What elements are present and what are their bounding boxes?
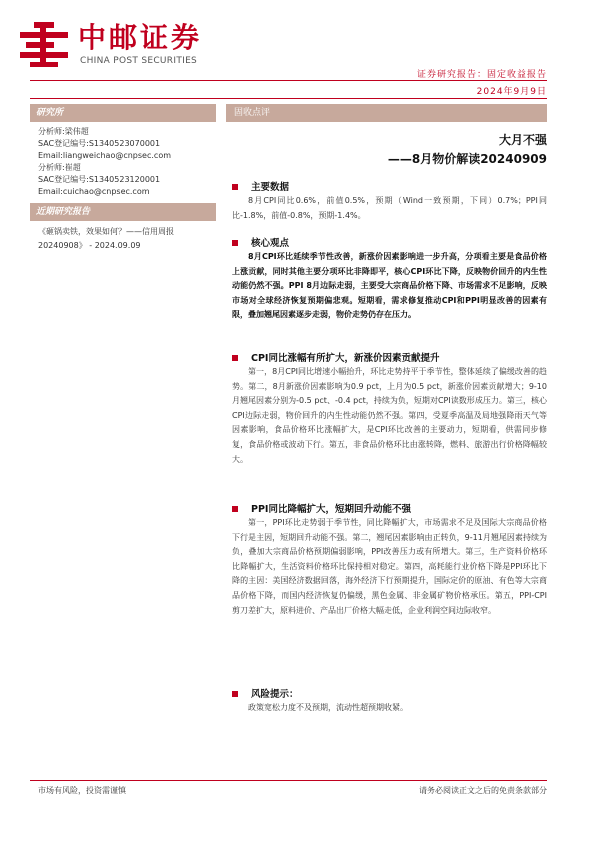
footer-divider (30, 780, 547, 781)
section-bullet-icon (232, 184, 238, 190)
section-heading: 风险提示： (232, 686, 299, 700)
section-heading: CPI同比涨幅有所扩大，新涨价因素贡献提升 (232, 350, 439, 364)
header-divider (30, 80, 547, 81)
section-bullet-icon (232, 355, 238, 361)
section-bullet-icon (232, 506, 238, 512)
analyst-line: 分析师:崔超 (38, 163, 81, 172)
section-heading: 核心观点 (232, 235, 289, 249)
section-heading: 主要数据 (232, 179, 289, 193)
report-title: 大月不强 (498, 133, 547, 147)
brand-name-cn: 中邮证券 (78, 21, 203, 54)
recent-report-link[interactable]: 《砸锅卖铁，效果如何？——信用周报20240908》 - 2024.09.09 (38, 227, 174, 250)
analyst-line: 分析师:梁伟超 (38, 127, 89, 136)
section-paragraph: 8月CPI同比0.6%，前值0.5%，预期（Wind一致预期，下同）0.7%；PPI同比-1.8%，前值-0.8%，预期-1.4%。 (232, 196, 547, 220)
section-bullet-icon (232, 240, 238, 246)
analyst-line: SAC登记编号:S1340523120001 (38, 175, 161, 184)
report-type: 证券研究报告：固定收益报告 (416, 70, 547, 80)
research-institute-label: 研究所 (30, 104, 216, 122)
brand-name-en: CHINA POST SECURITIES (80, 56, 198, 66)
section-paragraph: 第一，8月CPI同比增速小幅抬升，环比走势持平于季节性，整体延续了偏缓改善的趋势。第二，8月新涨价因素影响为0.9 pct，上月为0.5 pct，新涨价因素贡献增大；9-10月翘尾因素分别为-0.5 pct、-0.4 pct，持续为负，短期对CPI读数形成压力。第三，核心CPI边际走弱，物价回升的内生性动能仍然不强。第四，受夏季高温及局地强降雨天气等因素影响，食品价格环比涨幅扩大，是CPI环比改善的主要动力，短期看，供需同步修复，食品价格或波动下行。第五，非食品价格环比由涨转降，燃料、旅游出行价格降幅较大。 (232, 367, 547, 464)
footer-disclaimer-right: 请务必阅读正文之后的免责条款部分 (419, 786, 547, 795)
header-divider-2 (30, 98, 547, 99)
section-paragraph: 第一，PPI环比走势弱于季节性，同比降幅扩大，市场需求不足及国际大宗商品价格下行是主因，短期回升动能不强。第二，翘尾因素影响由正转负，9-11月翘尾因素持续为负，叠加大宗商品价格预期偏弱影响，PPI改善压力或有所增大。第三，生产资料价格环比降幅扩大，生活资料价格环比保持相对稳定。第四，高耗能行业价格下降是PPI环比下降的主因：美国经济数据回落，海外经济下行预期提升，国际定价的原油、有色等大宗商品价格下降，而国内经济恢复仍偏缓，黑色金属、非金属矿物价格承压。第五，PPI-CPI剪刀差扩大，原料进价、产品出厂价格大幅走低，企业利润空间边际收窄。 (232, 518, 547, 615)
footer-disclaimer-left: 市场有风险，投资需谨慎 (38, 786, 126, 795)
section-bullet-icon (232, 691, 238, 697)
analyst-line: SAC登记编号:S1340523070001 (38, 139, 161, 148)
report-subtitle: ——8月物价解读20240909 (387, 152, 547, 166)
analyst-email[interactable]: Email:cuichao@cnpsec.com (38, 187, 150, 196)
report-category: 固收点评 (226, 104, 547, 122)
section-paragraph: 8月CPI环比延续季节性改善，新涨价因素影响进一步升高，分项看主要是食品价格上涨贡献，同时其他主要分项环比非降即平，核心CPI环比下降，反映物价回升的内生性动能仍然不强。PPI 8月边际走弱，主要受大宗商品价格下降、市场需求不足影响，反映市场对全球经济恢复预期偏悲观。短期看，需求修复推动CPI和PPI明显改善的因素有限，叠加翘尾因素逐步走弱，物价走势仍存在压力。 (232, 252, 547, 320)
report-date: 2024年9月9日 (476, 87, 547, 97)
section-paragraph: 政策宽松力度不及预期，流动性超预期收紧。 (248, 703, 408, 712)
recent-reports-label: 近期研究报告 (30, 203, 216, 221)
analyst-email[interactable]: Email:liangweichao@cnpsec.com (38, 151, 172, 160)
company-logo-icon (16, 20, 72, 70)
section-heading: PPI同比降幅扩大，短期回升动能不强 (232, 501, 411, 515)
